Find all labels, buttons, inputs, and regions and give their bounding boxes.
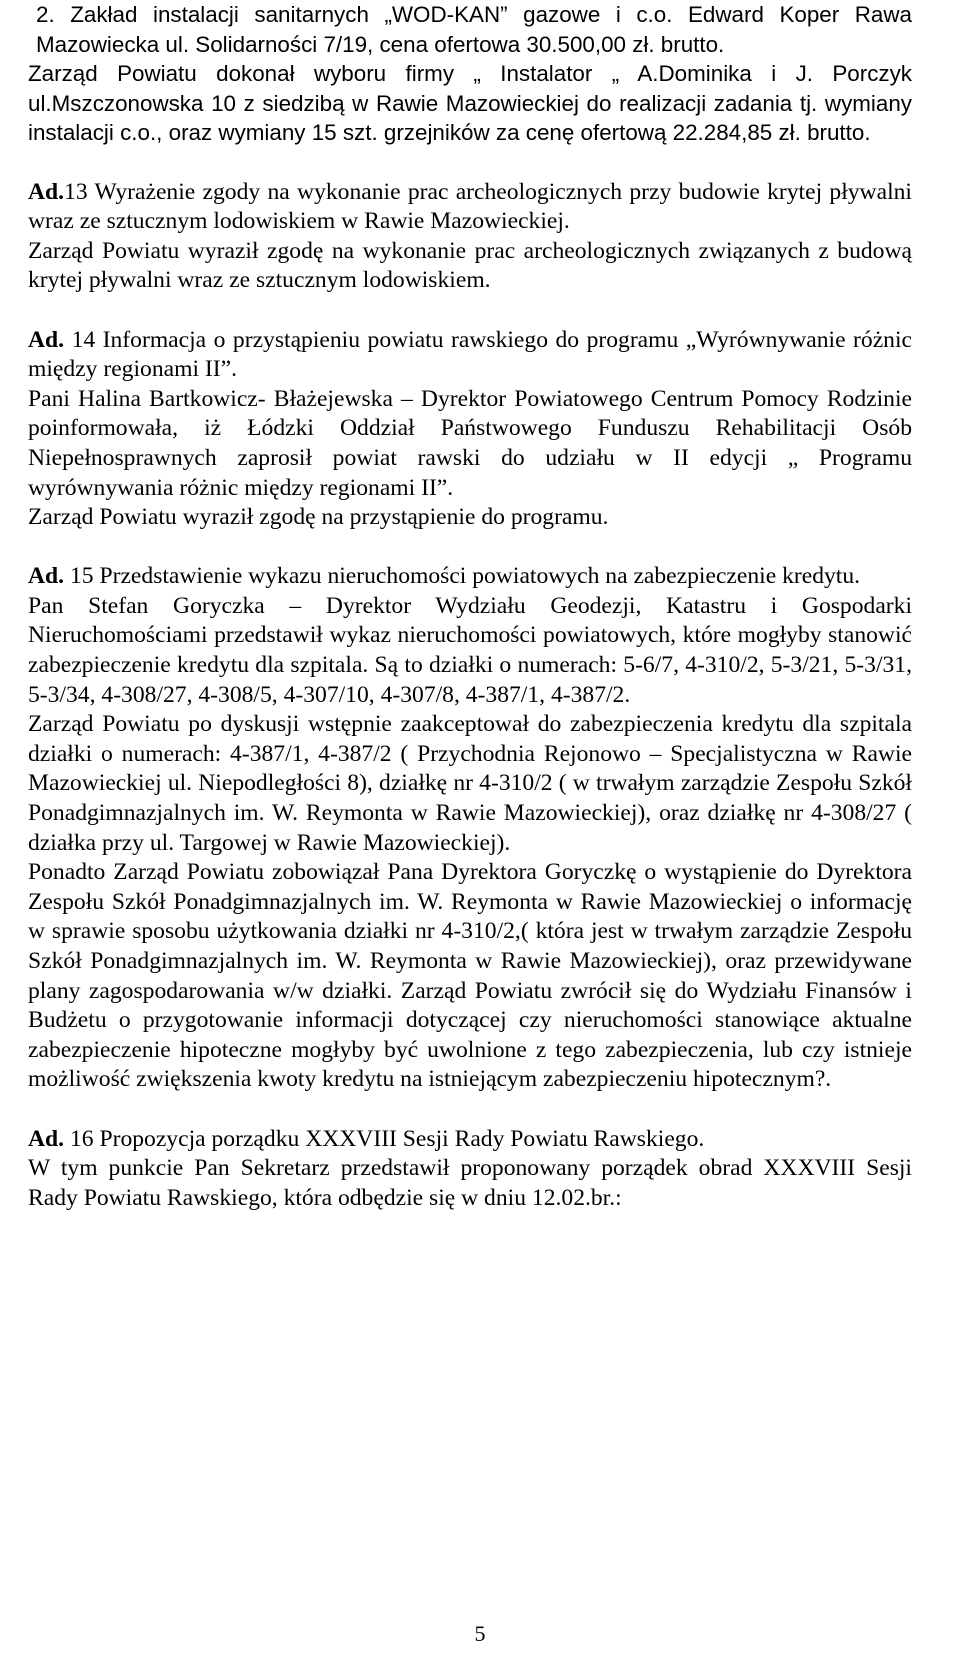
ad16-number: 16 [69, 1125, 94, 1152]
page-number: 5 [474, 1621, 486, 1646]
ad15-title: Przedstawienie wykazu nieruchomości powiatowych na zabezpieczenie kredytu. [99, 563, 861, 590]
offer-item-2-text: Zakład instalacji sanitarnych „WOD-KAN” gazowe i c.o. Edward Koper Rawa Mazowiecka ul. Solidarności 7/19, cena ofertowa 30.500,00 zł. brutto. [36, 2, 912, 57]
ad14-title: Informacja o przystąpieniu powiatu rawskiego do programu „Wyrównywanie różnic między regionami II”. [28, 326, 912, 383]
ad13-number: 13 [64, 178, 88, 205]
ad14-number: 14 [71, 326, 96, 353]
ad14-heading [28, 326, 912, 385]
spacer [28, 296, 912, 326]
ad16-title: Propozycja porządku XXXVIII Sesji Rady Powiatu Rawskiego. [99, 1125, 705, 1152]
spacer [28, 1095, 912, 1125]
ad14-body-1: Pani Halina Bartkowicz- Błażejewska – Dyrektor Powiatowego Centrum Pomocy Rodzinie poinformowała, iż Łódzki Oddział Państwowego Funduszu Rehabilitacji Osób Niepełnosprawnych zaprosił powiat rawski do udziału w II edycji „ Programu wyrównywania różnic między regionami II”. [28, 385, 912, 501]
ad14-label: Ad. [28, 326, 65, 353]
ad14-body-2: Zarząd Powiatu wyraził zgodę na przystąpienie do programu. [28, 504, 609, 531]
ad13-label: Ad. [28, 178, 65, 205]
offer-item-2 [28, 0, 912, 59]
document-page [28, 0, 912, 1213]
ad15-body-2: Zarząd Powiatu po dyskusji wstępnie zaakceptował do zabezpieczenia kredytu dla szpitala działki o numerach: 4-387/1, 4-387/2 ( Przychodnia Rejonowo – Specjalistyczna w Rawie Mazowieckiej ul. Niepodległości 8), działkę nr 4-310/2 ( w trwałym zarządzie Zespołu Szkół Ponadgimnazjalnych im. W. Reymonta w Rawie Mazowieckiej), oraz działkę nr 4-308/27 ( działka przy ul. Targowej w Rawie Mazowieckiej). [28, 711, 912, 856]
ad16-label: Ad. [28, 1125, 65, 1152]
offer-decision: Zarząd Powiatu dokonał wyboru firmy „ Instalator „ A.Dominika i J. Porczyk ul.Mszczonowska 10 z siedzibą w Rawie Mazowieckiej do realizacji zadania tj. wymiany instalacji c.o., oraz wymiany 15 szt. grzejników za cenę ofertową 22.284,85 zł. brutto. [28, 61, 912, 146]
ad15-heading [28, 562, 912, 592]
ad15-number: 15 [69, 563, 94, 590]
ad13-title: Wyrażenie zgody na wykonanie prac archeologicznych przy budowie krytej pływalni wraz ze sztucznym lodowiskiem w Rawie Mazowieckiej. [28, 178, 912, 235]
ad13-heading [28, 178, 912, 237]
ad13-body: Zarząd Powiatu wyraził zgodę na wykonanie prac archeologicznych związanych z budową krytej pływalni wraz ze sztucznym lodowiskiem. [28, 237, 912, 294]
spacer [28, 533, 912, 563]
ad16-heading [28, 1125, 912, 1155]
ad15-body-3: Ponadto Zarząd Powiatu zobowiązał Pana Dyrektora Goryczkę o wystąpienie do Dyrektora Zespołu Szkół Ponadgimnazjalnych im. W. Reymonta w Rawie Mazowieckiej o informację w sprawie sposobu użytkowania działki nr 4-310/2,( która jest w trwałym zarządzie Zespołu Szkół Ponadgimnazjalnych im. W. Reymonta w Rawie Mazowieckiej), oraz przewidywane plany zagospodarowania w/w działki. Zarząd Powiatu zwrócił się do Wydziału Finansów i Budżetu o przygotowanie informacji dotyczącej czy nieruchomości stanowiące aktualne zabezpieczenie hipoteczne mogłyby być uwolnione z tego zabezpieczenia, lub czy istnieje możliwość zwiększenia kwoty kredytu na istniejącym zabezpieczeniu hipotecznym?. [28, 859, 912, 1093]
ad16-body: W tym punkcie Pan Sekretarz przedstawił proponowany porządek obrad XXXVIII Sesji Rady Powiatu Rawskiego, która odbędzie się w dniu 12.02.br.: [28, 1155, 912, 1211]
offer-item-2-number: 2. [36, 2, 55, 27]
ad15-body-1: Pan Stefan Goryczka – Dyrektor Wydziału Geodezji, Katastru i Gospodarki Nieruchomościami przedstawił wykaz nieruchomości powiatowych, które mogłyby stanowić zabezpieczenie kredytu dla szpitala. Są to działki o numerach: 5-6/7, 4-310/2, 5-3/21, 5-3/31, 5-3/34, 4-308/27, 4-308/5, 4-307/10, 4-307/8, 4-387/1, 4-387/2. [28, 592, 912, 708]
ad15-label: Ad. [28, 563, 65, 590]
spacer [28, 148, 912, 178]
